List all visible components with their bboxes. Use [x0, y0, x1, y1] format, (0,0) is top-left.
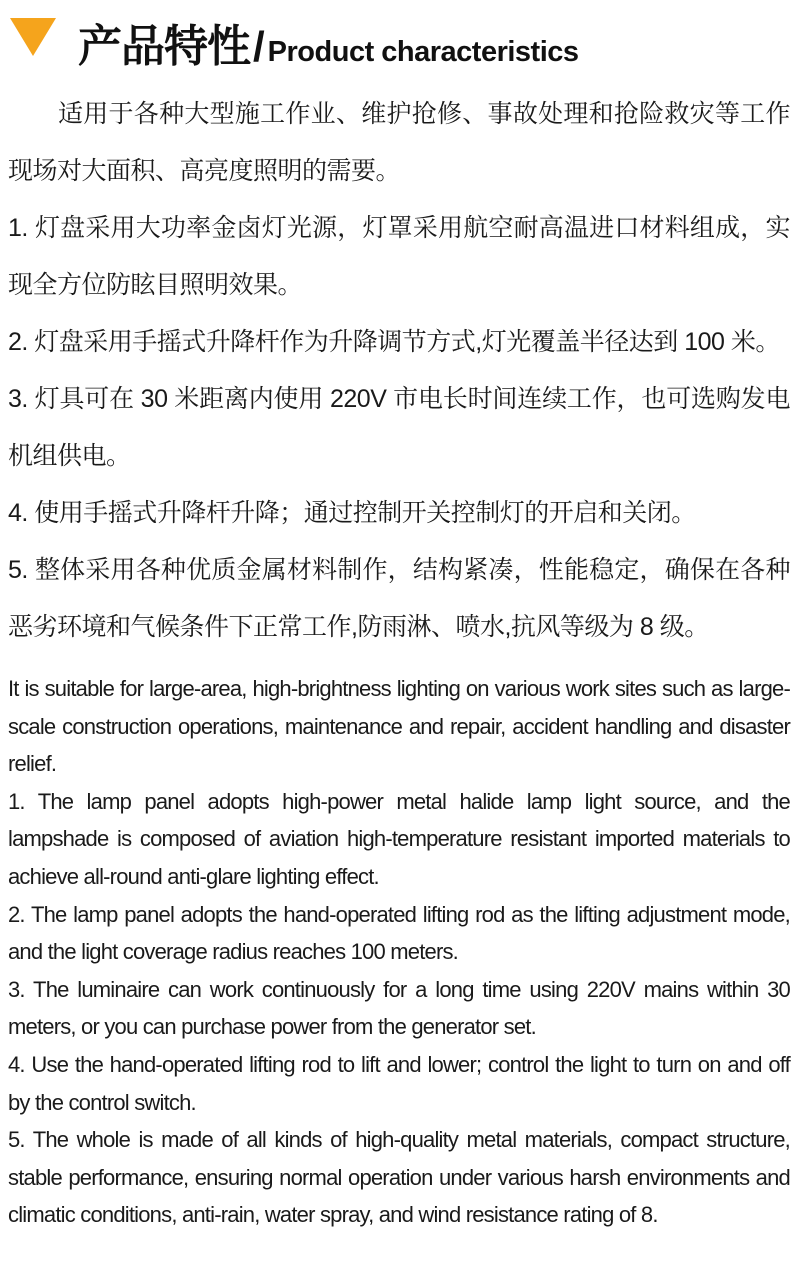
cn-feature-2: 2. 灯盘采用手摇式升降杆作为升降调节方式,灯光覆盖半径达到 100 米。	[8, 328, 780, 356]
triangle-down-icon	[10, 18, 56, 56]
title-english: Product characteristics	[267, 36, 579, 68]
cn-feature-5: 5. 整体采用各种优质金属材料制作，结构紧凑，性能稳定，确保在各种恶劣环境和气候条件下正常工作,防雨淋、喷水,抗风等级为 8 级。	[8, 556, 790, 641]
en-feature-1: 1. The lamp panel adopts high-power metal halide lamp light source, and the lampshade is composed of aviation high-temperature resistant imported materials to achieve all-round anti-glare lighting effect.	[8, 788, 790, 889]
en-intro-paragraph: It is suitable for large-area, high-brightness lighting on various work sites such as large-scale construction operations, maintenance and repair, accident handling and disaster relief.	[8, 676, 790, 777]
en-feature-5: 5. The whole is made of all kinds of high-quality metal materials, compact structure, stable performance, ensuring normal operation under various harsh environments and climatic conditions, anti-rain, water spray, and wind resistance rating of 8.	[8, 1127, 790, 1228]
en-feature-4: 4. Use the hand-operated lifting rod to lift and lower; control the light to turn on and off by the control switch.	[8, 1051, 790, 1115]
section-header	[0, 0, 800, 84]
cn-feature-3: 3. 灯具可在 30 米距离内使用 220V 市电长时间连续工作，也可选购发电机组供电。	[8, 385, 790, 470]
title-chinese: 产品特性	[78, 22, 250, 71]
title-separator: /	[253, 23, 265, 70]
page-title	[78, 10, 579, 74]
cn-intro-paragraph: 适用于各种大型施工作业、维护抢修、事故处理和抢险救灾等工作现场对大面积、高亮度照明的需要。	[8, 100, 790, 185]
cn-feature-1: 1. 灯盘采用大功率金卤灯光源，灯罩采用航空耐高温进口材料组成，实现全方位防眩目照明效果。	[8, 214, 790, 299]
chinese-description	[0, 86, 800, 656]
en-feature-3: 3. The luminaire can work continuously for a long time using 220V mains within 30 meters, or you can purchase power from the generator set.	[8, 976, 790, 1040]
en-feature-2: 2. The lamp panel adopts the hand-operated lifting rod as the lifting adjustment mode, and the light coverage radius reaches 100 meters.	[8, 901, 790, 965]
cn-feature-4: 4. 使用手摇式升降杆升降；通过控制开关控制灯的开启和关闭。	[8, 499, 696, 527]
english-description	[0, 670, 800, 1234]
